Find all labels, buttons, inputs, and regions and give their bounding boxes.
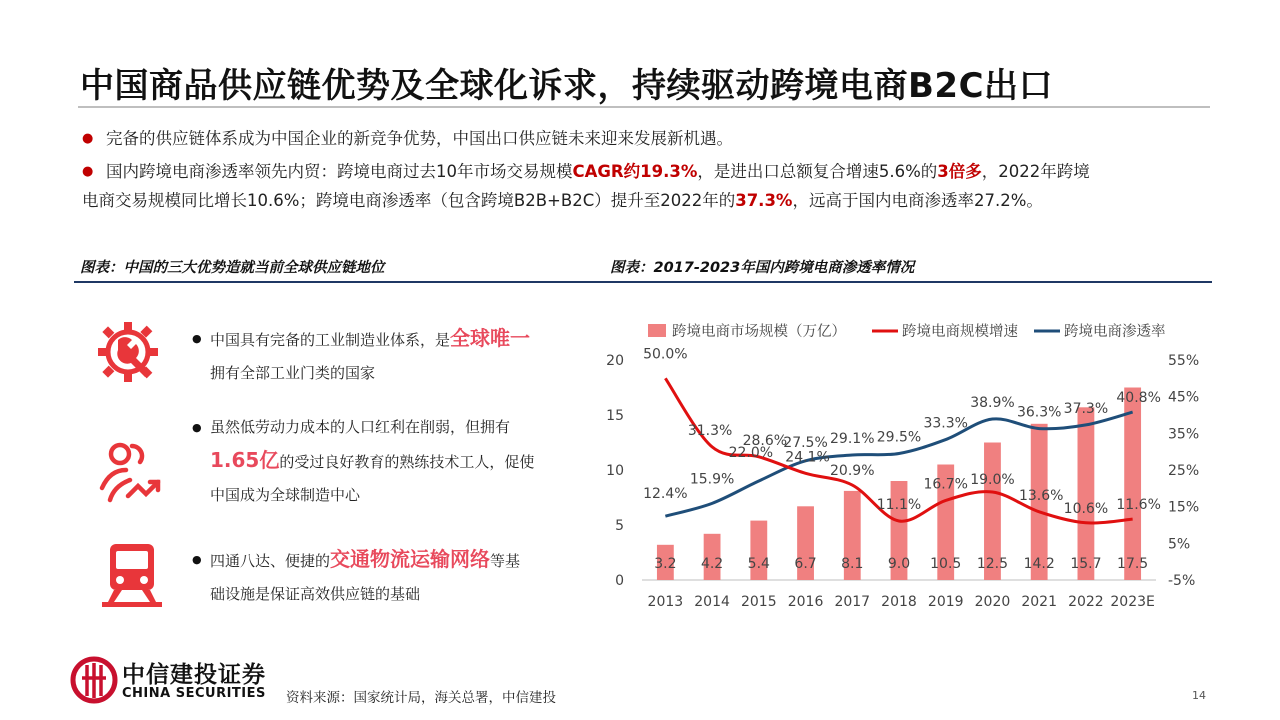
bullet-2-text-b: ，是进出口总额复合增速5.6%的	[697, 162, 938, 181]
penetration-data-label: 38.9%	[970, 395, 1015, 412]
source-note: 资料来源：国家统计局，海关总署，中信建投	[286, 690, 556, 706]
legend-label: 跨境电商渗透率	[1064, 324, 1166, 340]
bullet-2-text-a: 国内跨境电商渗透率领先内贸：跨境电商过去10年市场交易规模	[106, 162, 573, 181]
bar-data-label: 14.2	[1023, 556, 1055, 572]
growth-data-label: 13.6%	[1018, 487, 1064, 504]
bar-data-label: 3.2	[654, 556, 677, 572]
x-tick-label: 2016	[787, 594, 824, 610]
y-left-tick-label: 5	[615, 518, 624, 534]
growth-data-label: 19.0%	[970, 472, 1015, 488]
y-right-tick-label: 35%	[1168, 426, 1200, 443]
y-right-tick-label: 5%	[1168, 536, 1191, 553]
x-tick-label: 2017	[834, 594, 871, 610]
penetration-chart	[596, 312, 1212, 622]
page-number: 14	[1192, 689, 1206, 702]
penetration-data-label: 12.4%	[643, 486, 688, 503]
bullet-1-text: 完备的供应链体系成为中国企业的新竞争优势，中国出口供应链未来迎来发展新机遇。	[106, 129, 733, 148]
growth-data-label: 20.9%	[830, 463, 875, 480]
bullet-2	[82, 157, 1202, 186]
y-right-tick-label: 45%	[1168, 389, 1200, 406]
bullet-1	[82, 124, 1202, 153]
growth-data-label: 10.6%	[1063, 500, 1109, 517]
bar-data-label: 5.4	[747, 556, 770, 572]
summary-bullets	[82, 124, 1202, 215]
x-tick-label: 2013	[647, 594, 684, 610]
item-1-text-a: 中国具有完备的工业制造业体系，是	[210, 331, 451, 349]
penetration-data-label: 40.8%	[1116, 390, 1161, 407]
penetration-data-label: 33.3%	[923, 415, 968, 432]
advantage-item-3	[192, 543, 520, 611]
y-right-tick-label: -5%	[1168, 573, 1196, 589]
item-2-text-a: 虽然低劳动力成本的人口红利在削弱，但拥有	[210, 418, 511, 436]
item-2-text-b: 的受过良好教育的熟练技术工人，促使	[279, 453, 535, 471]
growth-data-label: 11.1%	[876, 496, 922, 513]
bullet-2-text-c: ，2022年跨境	[981, 162, 1090, 181]
x-tick-label: 2022	[1068, 594, 1104, 610]
growth-data-label: 24.1%	[785, 449, 830, 466]
left-caption: 图表：中国的三大优势造就当前全球供应链地位	[80, 260, 385, 276]
bar-data-label: 8.1	[841, 556, 864, 572]
right-caption: 图表：2017-2023年国内跨境电商渗透率情况	[610, 260, 915, 276]
x-tick-label: 2019	[927, 594, 964, 610]
advantage-item-1	[192, 322, 530, 390]
y-right-tick-label: 25%	[1168, 463, 1200, 479]
bullet-2-text-d: 电商交易规模同比增长10.6%；跨境电商渗透率（包含跨境B2B+B2C）提升至2022年的	[82, 191, 736, 210]
bar-data-label: 15.7	[1070, 556, 1102, 572]
bar-data-label: 12.5	[976, 556, 1009, 572]
highlight-penetration: 37.3%	[735, 191, 793, 210]
penetration-data-label: 22.0%	[728, 445, 774, 461]
logo-chinese-name: 中信建投证券	[122, 662, 266, 688]
bar-data-label: 4.2	[700, 556, 724, 572]
item-1-text-b: 拥有全部工业门类的国家	[210, 364, 376, 382]
advantage-item-2	[192, 411, 534, 512]
page-title: 中国商品供应链优势及全球化诉求，持续驱动跨境电商B2C出口	[80, 66, 1054, 106]
growth-data-label: 28.6%	[742, 432, 788, 449]
y-right-tick-label: 55%	[1168, 353, 1200, 369]
legend-label: 跨境电商规模增速	[902, 324, 1018, 340]
legend-swatch-bar	[648, 324, 666, 337]
bar-data-label: 9.0	[887, 556, 911, 572]
caption-divider	[74, 281, 1212, 283]
bullet-2-text-e: ，远高于国内电商渗透率27.2%。	[792, 191, 1043, 210]
workers-icon	[98, 440, 164, 506]
item-1-highlight: 全球唯一	[450, 326, 531, 350]
bar-data-label: 10.5	[930, 556, 962, 572]
logo-english-name: CHINA SECURITIES	[122, 686, 266, 701]
item-3-highlight: 交通物流运输网络	[330, 547, 491, 571]
penetration-data-label: 36.3%	[1016, 404, 1062, 421]
gear-wrench-icon	[96, 318, 164, 386]
x-tick-label: 2020	[974, 594, 1011, 610]
x-tick-label: 2023E	[1110, 594, 1155, 610]
growth-data-label: 50.0%	[643, 346, 688, 363]
y-left-tick-label: 15	[606, 408, 624, 424]
penetration-data-label: 37.3%	[1063, 400, 1109, 417]
item-2-highlight: 1.65亿	[210, 448, 280, 472]
penetration-data-label: 15.9%	[689, 471, 735, 488]
y-left-tick-label: 20	[606, 353, 624, 369]
bar-data-label: 6.7	[794, 556, 817, 572]
item-2-text-c: 中国成为全球制造中心	[210, 486, 361, 504]
item-3-text-a: 四通八达、便捷的	[210, 552, 331, 570]
x-tick-label: 2014	[694, 594, 730, 610]
growth-data-label: 16.7%	[923, 476, 968, 493]
y-right-tick-label: 15%	[1168, 499, 1200, 516]
bar-data-label: 17.5	[1117, 556, 1149, 572]
x-tick-label: 2015	[740, 594, 777, 610]
highlight-multiple: 3倍多	[937, 162, 982, 181]
x-tick-label: 2021	[1021, 594, 1058, 610]
item-3-text-b: 等基	[490, 552, 521, 570]
highlight-cagr: CAGR约19.3%	[572, 162, 698, 181]
item-3-bullet: ●	[192, 553, 202, 566]
y-left-tick-label: 10	[606, 463, 624, 479]
x-tick-label: 2018	[881, 594, 917, 610]
item-3-text-c: 础设施是保证高效供应链的基础	[210, 585, 421, 603]
penetration-data-label: 29.1%	[830, 430, 875, 447]
bar	[1077, 407, 1094, 580]
y-left-tick-label: 0	[615, 573, 624, 589]
penetration-data-label: 27.5%	[783, 434, 828, 451]
item-2-bullet: ●	[192, 421, 202, 434]
growth-data-label: 31.3%	[687, 422, 733, 439]
bar	[1124, 388, 1141, 581]
item-1-bullet: ●	[192, 332, 202, 345]
citic-logo-icon	[70, 656, 118, 704]
title-divider	[78, 106, 1210, 108]
penetration-data-label: 29.5%	[876, 429, 922, 446]
growth-data-label: 11.6%	[1116, 497, 1161, 514]
bullet-2-cont	[82, 186, 1202, 215]
train-icon	[102, 542, 162, 608]
legend-label: 跨境电商市场规模（万亿）	[672, 324, 846, 340]
